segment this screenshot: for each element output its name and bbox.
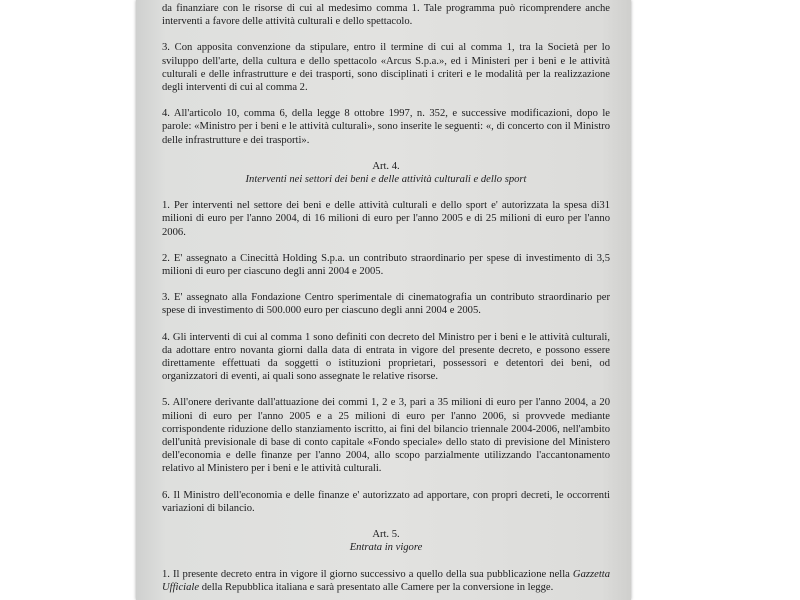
art3-comma-3: 3. Con apposita convenzione da stipulare, entro il termine di cui al comma 1, tra la Società per lo sviluppo dell'arte, della cultura e dello spettacolo «Arcus S.p.a.», ed i Ministeri per i beni e le attività culturali e delle infrastrutture e dei trasporti, sono disciplinati i criteri e le modalità per la realizzazione degli interventi di cui al comma 2. [162, 42, 610, 94]
art5-number: Art. 5. [372, 529, 400, 541]
art4-comma-1: 1. Per interventi nel settore dei beni e delle attività culturali e dello sport e' autorizzata la spesa di31 milioni di euro per l'anno 2004, di 16 milioni di euro per l'anno 2005 e di 25 milioni di euro per l'anno 2006. [162, 200, 610, 238]
art4-number: Art. 4. [372, 160, 400, 172]
art4-comma-5: 5. All'onere derivante dall'attuazione dei commi 1, 2 e 3, pari a 35 milioni di euro per l'anno 2004, a 20 milioni di euro per l'anno 2005 e a 25 milioni di euro per l'anno 2006, si provvede mediante corrispondente riduzione dello stanziamento iscritto, ai fini del bilancio triennale 2004-2006, nell'ambito dell'unità previsionale di base di conto capitale «Fondo speciale» dello stato di previsione del Ministero dell'economia e delle finanze per l'anno 2004, allo scopo parzialmente utilizzando l'accantonamento relativo al Ministero per i beni e le attività culturali. [162, 397, 610, 475]
art4-comma-4: 4. Gli interventi di cui al comma 1 sono definiti con decreto del Ministro per i beni e le attività culturali, da adottare entro novanta giorni dalla data di entrata in vigore del presente decreto, e possono essere direttamente effettuati da soggetti o istituzioni proprietari, possessori e detentori dei beni, od organizzatori di eventi, ai quali sono assegnate le relative risorse. [162, 331, 610, 383]
art4-comma-2: 2. E' assegnato a Cinecittà Holding S.p.a. un contributo straordinario per spese di investimento di 3,5 milioni di euro per ciascuno degli anni 2004 e 2005. [162, 252, 610, 278]
paragraph-intro: da finanziare con le risorse di cui al medesimo comma 1. Tale programma può ricomprendere anche interventi a favore delle attività culturali e dello spettacolo. [162, 3, 610, 28]
document-text [162, 2, 610, 600]
art4-title: Interventi nei settori dei beni e delle attività culturali e dello sport [245, 174, 527, 186]
art4-comma-3: 3. E' assegnato alla Fondazione Centro sperimentale di cinematografia un contributo straordinario per spese di investimento di 500.000 euro per ciascuno degli anni 2004 e 2005. [162, 292, 610, 317]
art3-comma-4: 4. All'articolo 10, comma 6, della legge 8 ottobre 1997, n. 352, e successive modificazioni, dopo le parole: «Ministro per i beni e le attività culturali», sono inserite le seguenti: «, di concerto con il Ministro delle infrastrutture e dei trasporti». [162, 108, 610, 146]
gazzetta-ufficiale-text: Gazzetta Ufficiale [162, 568, 610, 593]
art4-comma-6: 6. Il Ministro dell'economia e delle finanze e' autorizzato ad apportare, con propri decreti, le occorrenti variazioni di bilancio. [162, 489, 610, 514]
document-page [136, 0, 631, 600]
art5-comma-1 [162, 568, 610, 594]
art5-comma-1-part-b: della Repubblica italiana e sarà presentato alle Camere per la conversione in legge. [199, 581, 554, 593]
art5-title: Entrata in vigore [349, 542, 423, 554]
art5-comma-1-part-a: 1. Il presente decreto entra in vigore il giorno successivo a quello della sua pubblicazione nella [162, 568, 573, 580]
